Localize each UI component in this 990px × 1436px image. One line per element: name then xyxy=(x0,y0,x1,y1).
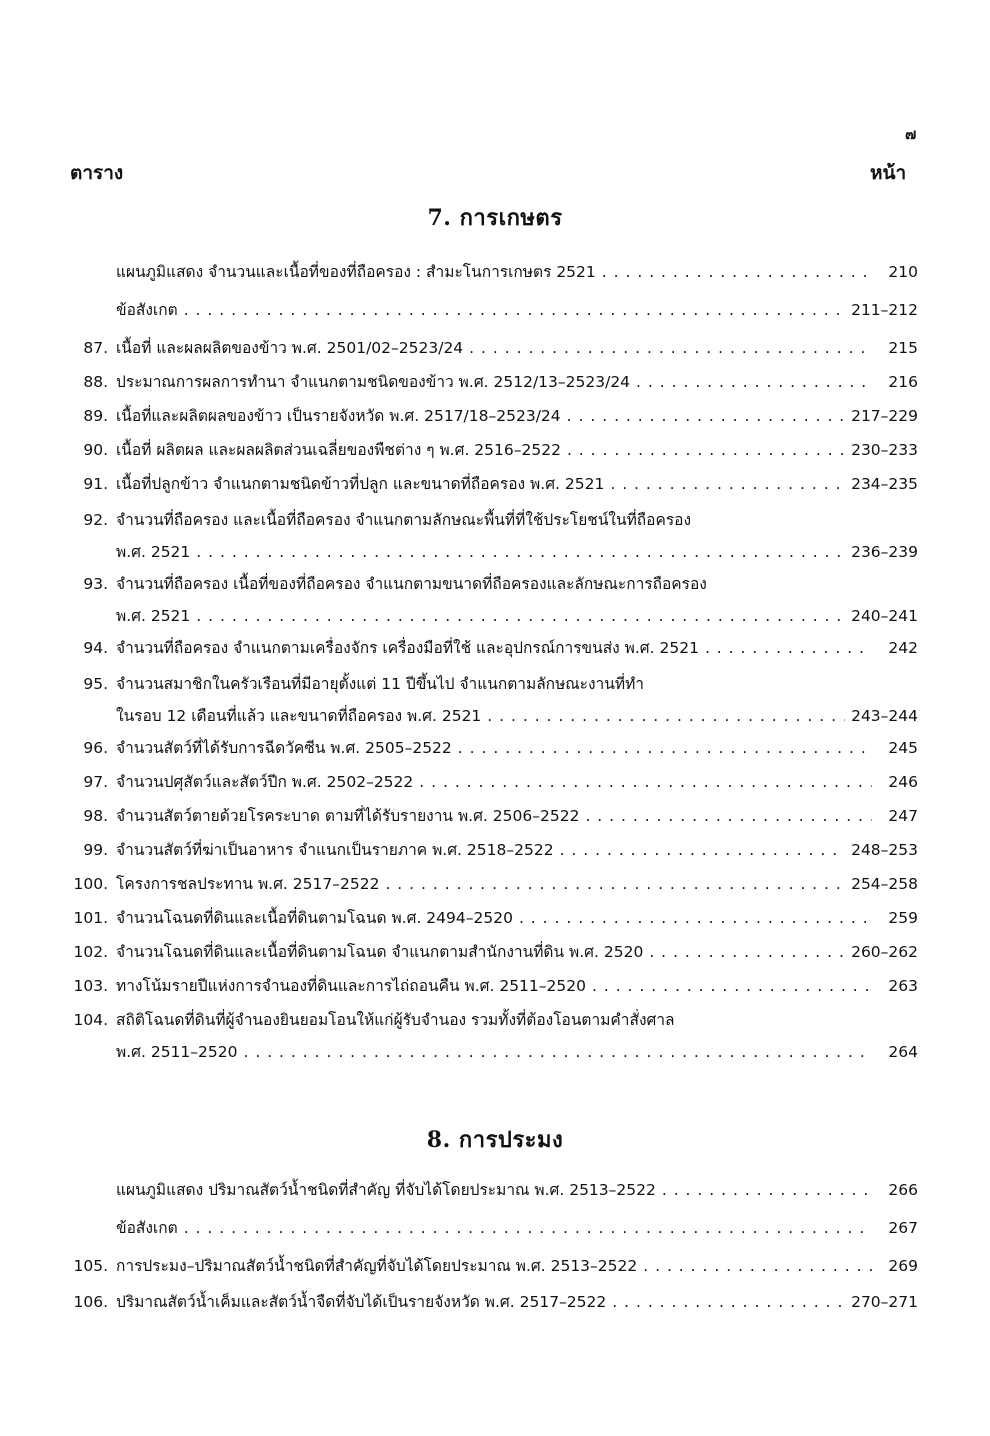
entry-line xyxy=(116,1256,918,1276)
entry-title: พ.ศ. 2521 xyxy=(116,543,191,561)
entry-title: จำนวนที่ถือครอง และเนื้อที่ถือครอง จำแนกตามลักษณะพื้นที่ที่ใช้ประโยชน์ในที่ถือครอง xyxy=(116,511,692,529)
entry-line xyxy=(116,874,918,894)
entry-title: ข้อสังเกต xyxy=(116,1219,178,1237)
dot-leader xyxy=(196,542,845,562)
entry-title: ประมาณการผลการทำนา จำแนกตามชนิดของข้าว พ.ศ. 2512/13–2523/24 xyxy=(116,373,631,391)
dot-leader xyxy=(519,908,872,928)
table-number: 87. xyxy=(83,339,108,357)
entry-title: การประมง–ปริมาณสัตว์น้ำชนิดที่สำคัญที่จับได้โดยประมาณ พ.ศ. 2513–2522 xyxy=(116,1257,638,1275)
entry-title: ในรอบ 12 เดือนที่แล้ว และขนาดที่ถือครอง พ.ศ. 2521 xyxy=(116,707,482,725)
entry-line xyxy=(116,1042,918,1062)
header-table-label: ตาราง xyxy=(70,162,124,184)
dot-leader xyxy=(705,638,872,658)
table-number: 94. xyxy=(83,639,108,657)
header-page-label: หน้า xyxy=(870,162,907,184)
dot-leader xyxy=(612,1292,845,1312)
page-number: 266 xyxy=(888,1181,918,1199)
entry-title: เนื้อที่ปลูกข้าว จำแนกตามชนิดข้าวที่ปลูก และขนาดที่ถือครอง พ.ศ. 2521 xyxy=(116,475,605,493)
page-number: 246 xyxy=(888,773,918,791)
table-number: 92. xyxy=(83,511,108,529)
entry-line xyxy=(116,1292,918,1312)
entry-title: จำนวนโฉนดที่ดินและเนื้อที่ดินตามโฉนด จำแนกตามสำนักงานที่ดิน พ.ศ. 2520 xyxy=(116,943,644,961)
page-number: 259 xyxy=(888,909,918,927)
entry-line xyxy=(116,338,918,358)
page-number: 254–258 xyxy=(851,875,918,893)
page-number: 267 xyxy=(888,1219,918,1237)
entry-title: สถิติโฉนดที่ดินที่ผู้จำนองยินยอมโอนให้แก่ผู้รับจำนอง รวมทั้งที่ต้องโอนตามคำสั่งศาล xyxy=(116,1011,675,1029)
dot-leader xyxy=(649,942,845,962)
dot-leader xyxy=(636,372,872,392)
entry-title: เนื้อที่ ผลิตผล และผลผลิตส่วนเฉลี่ยของพืชต่าง ๆ พ.ศ. 2516–2522 xyxy=(116,441,561,459)
page-number: 263 xyxy=(888,977,918,995)
page-number: 245 xyxy=(888,739,918,757)
dot-leader xyxy=(184,1218,872,1238)
dot-leader xyxy=(560,840,846,860)
dot-leader xyxy=(585,806,872,826)
page-number: 270–271 xyxy=(851,1293,918,1311)
page-number: 269 xyxy=(888,1257,918,1275)
entry-line xyxy=(116,262,918,282)
page-number: 217–229 xyxy=(851,407,918,425)
entry-line xyxy=(116,440,918,460)
dot-leader xyxy=(184,300,845,320)
entry-line xyxy=(116,1218,918,1238)
dot-leader xyxy=(487,706,845,726)
entry-line xyxy=(116,674,918,694)
page-number: 236–239 xyxy=(851,543,918,561)
dot-leader xyxy=(243,1042,872,1062)
table-number: 104. xyxy=(73,1011,108,1029)
table-number: 103. xyxy=(73,977,108,995)
dot-leader xyxy=(567,440,845,460)
dot-leader xyxy=(196,606,845,626)
table-number: 99. xyxy=(83,841,108,859)
entry-line xyxy=(116,1180,918,1200)
entry-title: ปริมาณสัตว์น้ำเค็มและสัตว์น้ำจืดที่จับได้เป็นรายจังหวัด พ.ศ. 2517–2522 xyxy=(116,1293,607,1311)
dot-leader xyxy=(567,406,845,426)
entry-line xyxy=(116,1010,918,1030)
entry-line xyxy=(116,542,918,562)
entry-line xyxy=(116,606,918,626)
table-number: 105. xyxy=(73,1257,108,1275)
entry-title: จำนวนโฉนดที่ดินและเนื้อที่ดินตามโฉนด พ.ศ. 2494–2520 xyxy=(116,909,513,927)
entry-line xyxy=(116,706,918,726)
page-number: 242 xyxy=(888,639,918,657)
entry-title: จำนวนสัตว์ที่ฆ่าเป็นอาหาร จำแนกเป็นรายภาค พ.ศ. 2518–2522 xyxy=(116,841,554,859)
table-number: 102. xyxy=(73,943,108,961)
page-number: 211–212 xyxy=(851,301,918,319)
entry-line xyxy=(116,372,918,392)
entry-title: พ.ศ. 2521 xyxy=(116,607,191,625)
page-number: 215 xyxy=(888,339,918,357)
table-number: 90. xyxy=(83,441,108,459)
dot-leader xyxy=(643,1256,872,1276)
entry-title: พ.ศ. 2511–2520 xyxy=(116,1043,238,1061)
entry-title: โครงการชลประทาน พ.ศ. 2517–2522 xyxy=(116,875,380,893)
entry-title: จำนวนสมาชิกในครัวเรือนที่มีอายุตั้งแต่ 11 ปีขึ้นไป จำแนกตามลักษณะงานที่ทำ xyxy=(116,675,644,693)
entry-title: เนื้อที่ และผลผลิตของข้าว พ.ศ. 2501/02–2523/24 xyxy=(116,339,464,357)
table-number: 97. xyxy=(83,773,108,791)
page-number: 247 xyxy=(888,807,918,825)
page-number: 260–262 xyxy=(851,943,918,961)
page-number: 240–241 xyxy=(851,607,918,625)
table-number: 101. xyxy=(73,909,108,927)
table-number: 93. xyxy=(83,575,108,593)
page-number: 264 xyxy=(888,1043,918,1061)
entry-line xyxy=(116,474,918,494)
section-title: 8. การประมง xyxy=(426,1127,564,1153)
entry-line xyxy=(116,406,918,426)
entry-line xyxy=(116,300,918,320)
entry-line xyxy=(116,510,918,530)
page-number: 210 xyxy=(888,263,918,281)
table-number: 98. xyxy=(83,807,108,825)
entry-title: จำนวนสัตว์ตายด้วยโรคระบาด ตามที่ได้รับรายงาน พ.ศ. 2506–2522 xyxy=(116,807,580,825)
page-number: 234–235 xyxy=(851,475,918,493)
dot-leader xyxy=(419,772,872,792)
entry-title: ข้อสังเกต xyxy=(116,301,178,319)
entry-title: จำนวนสัตว์ที่ได้รับการฉีดวัคซีน พ.ศ. 2505–2522 xyxy=(116,739,452,757)
table-number: 89. xyxy=(83,407,108,425)
entry-line xyxy=(116,638,918,658)
entry-title: จำนวนปศุสัตว์และสัตว์ปีก พ.ศ. 2502–2522 xyxy=(116,773,414,791)
dot-leader xyxy=(469,338,872,358)
entry-title: แผนภูมิแสดง ปริมาณสัตว์น้ำชนิดที่สำคัญ ที่จับได้โดยประมาณ พ.ศ. 2513–2522 xyxy=(116,1181,656,1199)
dot-leader xyxy=(385,874,845,894)
entry-line xyxy=(116,840,918,860)
dot-leader xyxy=(602,262,872,282)
entry-line xyxy=(116,738,918,758)
entry-line xyxy=(116,976,918,996)
section-title: 7. การเกษตร xyxy=(427,205,563,231)
page-number: 248–253 xyxy=(851,841,918,859)
dot-leader xyxy=(458,738,872,758)
entry-line xyxy=(116,574,918,594)
entry-line xyxy=(116,942,918,962)
table-number: 106. xyxy=(73,1293,108,1311)
entry-line xyxy=(116,908,918,928)
table-number: 88. xyxy=(83,373,108,391)
entry-title: จำนวนที่ถือครอง เนื้อที่ของที่ถือครอง จำแนกตามขนาดที่ถือครองและลักษณะการถือครอง xyxy=(116,575,707,593)
table-number: 95. xyxy=(83,675,108,693)
page-number: 230–233 xyxy=(851,441,918,459)
dot-leader xyxy=(662,1180,872,1200)
page-number: 216 xyxy=(888,373,918,391)
entry-title: แผนภูมิแสดง จำนวนและเนื้อที่ของที่ถือครอง : สำมะโนการเกษตร 2521 xyxy=(116,263,596,281)
page-number: 243–244 xyxy=(851,707,918,725)
table-number: 91. xyxy=(83,475,108,493)
entry-title: ทางโน้มรายปีแห่งการจำนองที่ดินและการไถ่ถอนคืน พ.ศ. 2511–2520 xyxy=(116,977,586,995)
page-marker: ๗ xyxy=(905,125,917,143)
dot-leader xyxy=(610,474,845,494)
dot-leader xyxy=(592,976,872,996)
entry-line xyxy=(116,806,918,826)
entry-title: เนื้อที่และผลิตผลของข้าว เป็นรายจังหวัด พ.ศ. 2517/18–2523/24 xyxy=(116,407,561,425)
table-number: 96. xyxy=(83,739,108,757)
entry-title: จำนวนที่ถือครอง จำแนกตามเครื่องจักร เครื่องมือที่ใช้ และอุปกรณ์การขนส่ง พ.ศ. 2521 xyxy=(116,639,699,657)
table-number: 100. xyxy=(73,875,108,893)
entry-line xyxy=(116,772,918,792)
